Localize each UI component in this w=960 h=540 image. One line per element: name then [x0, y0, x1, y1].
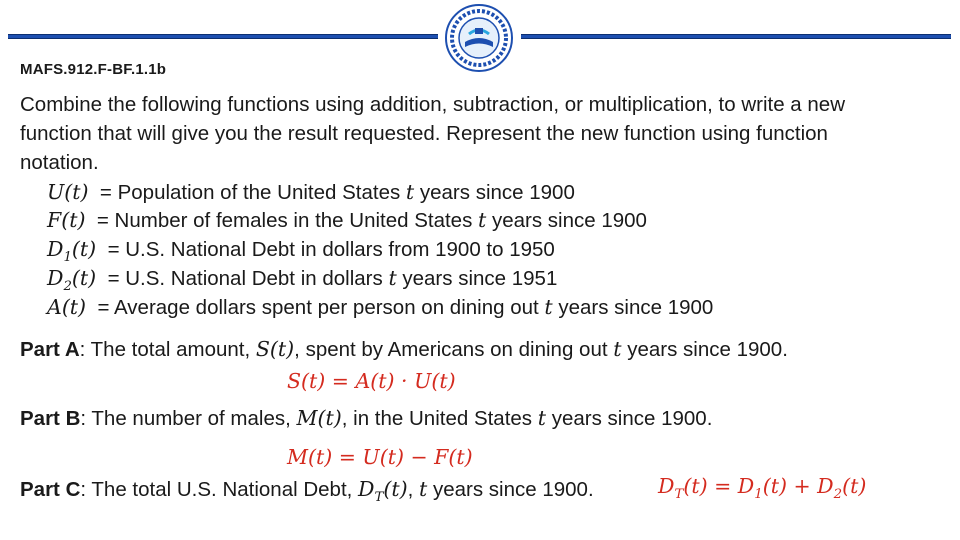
part-a-question — [20, 337, 788, 362]
district-seal-logo — [445, 4, 513, 72]
answer-subscript: 1 — [754, 487, 763, 503]
definition-row — [47, 178, 575, 207]
part-c-label: Part C — [20, 478, 81, 501]
function-arg: (t) — [71, 266, 97, 290]
part-c-question — [20, 477, 594, 505]
header-rule-right — [521, 34, 951, 39]
part-b-text-2: , in the United States — [341, 407, 538, 430]
part-b-question — [20, 406, 712, 431]
answer-term: D — [658, 474, 675, 498]
part-a-function: S(t) — [255, 337, 295, 361]
intro-line-3: notation. — [20, 151, 99, 174]
intro-line-1: Combine the following functions using addition, subtraction, or multiplication, to write a new — [20, 93, 845, 116]
function-arg: (t) — [61, 208, 86, 232]
part-c-answer — [658, 474, 866, 502]
part-c-text-2: , — [407, 478, 420, 501]
function-arg: (t) — [71, 237, 97, 261]
standard-code: MAFS.912.F-BF.1.1b — [20, 61, 167, 78]
definition-text-end: years since 1900 — [486, 209, 647, 232]
part-b-text-3: years since 1900. — [546, 407, 713, 430]
definition-text-end: years since 1900 — [414, 181, 575, 204]
answer-term: D — [737, 474, 755, 498]
definition-text: = Population of the United States — [99, 181, 406, 204]
part-b-answer: M(t) = U(t) − F(t) — [287, 445, 473, 469]
function-name: U — [47, 180, 65, 204]
variable: t — [478, 208, 487, 232]
part-a-label: Part A — [20, 338, 80, 361]
part-c-variable: t — [419, 477, 428, 501]
answer-term: D — [817, 474, 834, 498]
function-subscript: 2 — [63, 279, 72, 295]
header-rule-left — [8, 34, 438, 39]
definition-text: = U.S. National Debt in dollars from 1900 to 1950 — [107, 238, 555, 261]
variable: t — [388, 266, 397, 290]
definition-row — [47, 293, 713, 322]
definition-row — [47, 206, 647, 235]
part-c-function: D — [358, 477, 375, 501]
function-name: D — [47, 266, 64, 290]
part-a-answer: S(t) = A(t) · U(t) — [287, 369, 456, 393]
answer-subscript: 2 — [833, 487, 843, 503]
definition-text: = Average dollars spent per person on dining out — [97, 296, 545, 319]
definition-text: = Number of females in the United States — [96, 209, 479, 232]
function-name: D — [47, 237, 64, 261]
answer-term: (t) + — [762, 474, 818, 498]
answer-subscript: T — [674, 487, 684, 503]
part-c-text: : The total U.S. National Debt, — [80, 478, 359, 501]
part-b-function: M(t) — [296, 406, 342, 430]
function-subscript: 1 — [63, 250, 72, 266]
variable: t — [544, 295, 553, 319]
part-a-text: : The total amount, — [79, 338, 256, 361]
function-name: A — [47, 295, 62, 319]
function-arg: (t) — [61, 295, 87, 319]
intro-line-2: function that will give you the result requested. Represent the new function using function — [20, 122, 828, 145]
part-c-function-subscript: T — [374, 490, 384, 506]
function-name: F — [47, 208, 62, 232]
part-a-text-2: , spent by Americans on dining out — [294, 338, 614, 361]
answer-term: (t) — [842, 474, 867, 498]
part-c-text-3: years since 1900. — [427, 478, 594, 501]
part-a-text-3: years since 1900. — [621, 338, 788, 361]
part-b-label: Part B — [20, 407, 81, 430]
function-arg: (t) — [64, 180, 89, 204]
part-c-function-arg: (t) — [383, 477, 408, 501]
part-b-variable: t — [537, 406, 547, 430]
definition-text-end: years since 1900 — [552, 296, 714, 319]
part-b-text: : The number of males, — [80, 407, 297, 430]
part-a-variable: t — [613, 337, 622, 361]
definition-text-end: years since 1951 — [396, 267, 558, 290]
answer-term: (t) = — [683, 474, 738, 498]
definition-text: = U.S. National Debt in dollars — [107, 267, 389, 290]
variable: t — [405, 180, 415, 204]
